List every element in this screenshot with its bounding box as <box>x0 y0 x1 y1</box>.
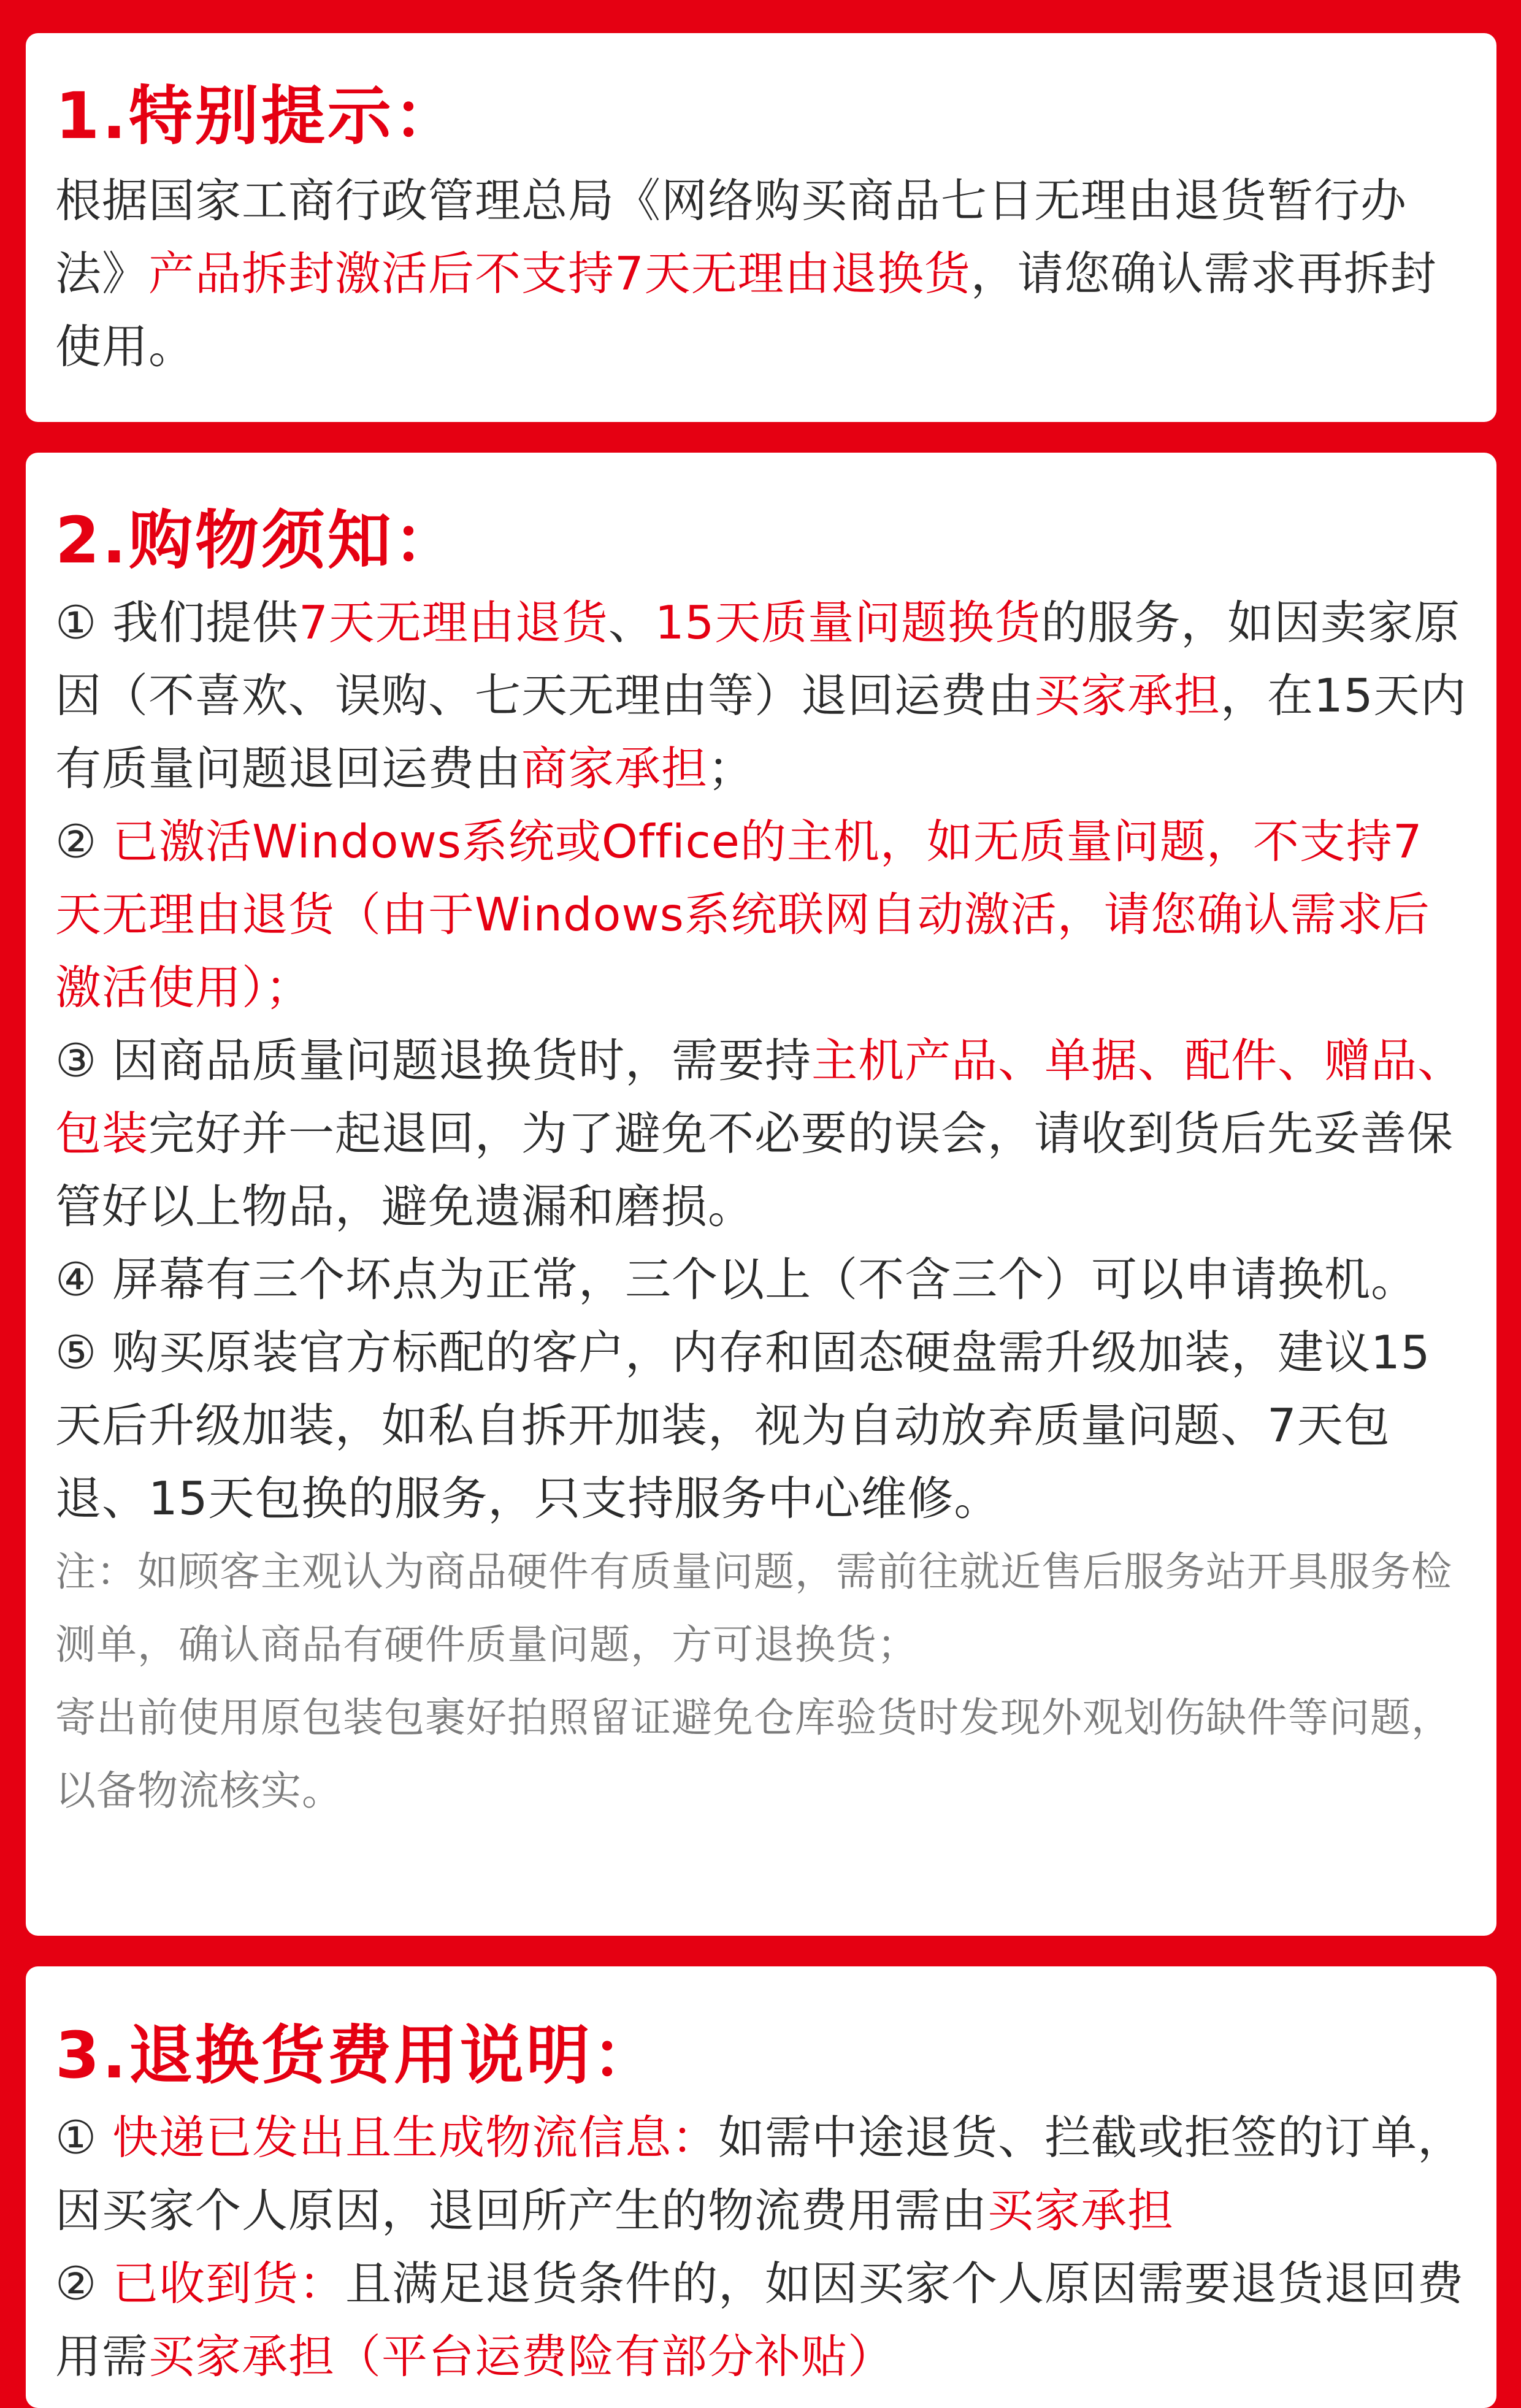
item1-highlight-buyer: 买家承担 <box>1034 669 1221 723</box>
notice-item-3 <box>55 1024 1467 1243</box>
item1-text-i: ； <box>708 742 755 796</box>
note-text-2: 寄出前使用原包装包裹好拍照留证避免仓库验货时发现外观划伤缺件等问题，以备物流核实。 <box>55 1694 1452 1814</box>
item2-number: ② <box>55 815 113 868</box>
fee-item2-number: ② <box>55 2257 113 2310</box>
notice-text-plain: 根据国家工商行政管理总局《网络购买商品七日无理由退货暂行办法》 <box>55 174 1408 301</box>
fee-item1-label: 快递已发出且生成物流信息： <box>112 2111 719 2165</box>
notice-text-tail: ，请您确认需求再拆封使用。 <box>55 247 1437 374</box>
return-fee-card <box>26 1966 1496 2408</box>
fee-item-1 <box>55 2101 1467 2247</box>
item1-text-e: 的服务，如因卖家原因（不喜欢、误购、七天无理由等）退回运费由 <box>55 596 1461 723</box>
item1-text-a: ① 我们提供 <box>55 596 299 650</box>
item3-text-a: ③ 因商品质量问题退换货时，需要持 <box>55 1033 812 1087</box>
notice-text-highlight: 产品拆封激活后不支持7天无理由退换货 <box>148 247 971 301</box>
fee-item-2 <box>55 2247 1467 2393</box>
fee-item1-text: 如需中途退货、拦截或拒签的订单，因买家个人原因，退回所产生的物流费用需由 <box>55 2111 1465 2237</box>
fee-item2-label: 已收到货： <box>112 2257 346 2310</box>
item1-highlight-return: 7天无理由退货 <box>299 596 608 650</box>
item1-text-g: ，在15天内有质量问题退回运费由 <box>55 669 1467 796</box>
section-title-shopping-notice: 2.购物须知： <box>55 503 460 578</box>
fee-item2-highlight: 买家承担（平台运费险有部分补贴） <box>148 2329 895 2383</box>
shopping-notice-card <box>26 453 1496 1936</box>
item1-highlight-merchant: 商家承担 <box>521 742 708 796</box>
section-title-return-fee: 3.退换货费用说明： <box>55 2018 659 2093</box>
fee-item2-text: 且满足退货条件的，如因买家个人原因需要退货退回费用需 <box>55 2257 1465 2383</box>
notice-item-4: ④ 屏幕有三个坏点为正常，三个以上（不含三个）可以申请换机。 <box>55 1252 1418 1306</box>
notice-item-5: ⑤ 购买原装官方标配的客户，内存和固态硬盘需升级加装，建议15天后升级加装，如私自拆开加装，视为自动放弃质量问题、7天包退、15天包换的服务，只支持服务中心维修。 <box>55 1325 1431 1525</box>
item3-text-c: 完好并一起退回，为了避免不必要的误会，请收到货后先妥善保管好以上物品，避免遗漏和磨损。 <box>55 1106 1454 1233</box>
item2-highlight: 已激活Windows系统或Office的主机，如无质量问题，不支持7天无理由退货（由于Windows系统联网自动激活，请您确认需求后激活使用）； <box>55 815 1430 1014</box>
note-text-1: 注：如顾客主观认为商品硬件有质量问题，需前往就近售后服务站开具服务检测单，确认商品有硬件质量问题，方可退换货； <box>55 1548 1452 1668</box>
fee-item1-number: ① <box>55 2111 113 2165</box>
notice-item-2 <box>55 805 1467 1024</box>
item1-highlight-exchange: 15天质量问题换货 <box>654 596 1041 650</box>
section-title-special-notice: 1.特别提示： <box>55 79 460 153</box>
fee-item1-highlight: 买家承担 <box>987 2184 1174 2237</box>
item3-highlight: 主机产品、单据、配件、赠品、包装 <box>55 1033 1465 1160</box>
notice-item-1 <box>55 586 1467 805</box>
item1-text-c: 、 <box>608 596 655 650</box>
special-notice-card <box>26 33 1496 422</box>
special-notice-text <box>55 164 1467 383</box>
